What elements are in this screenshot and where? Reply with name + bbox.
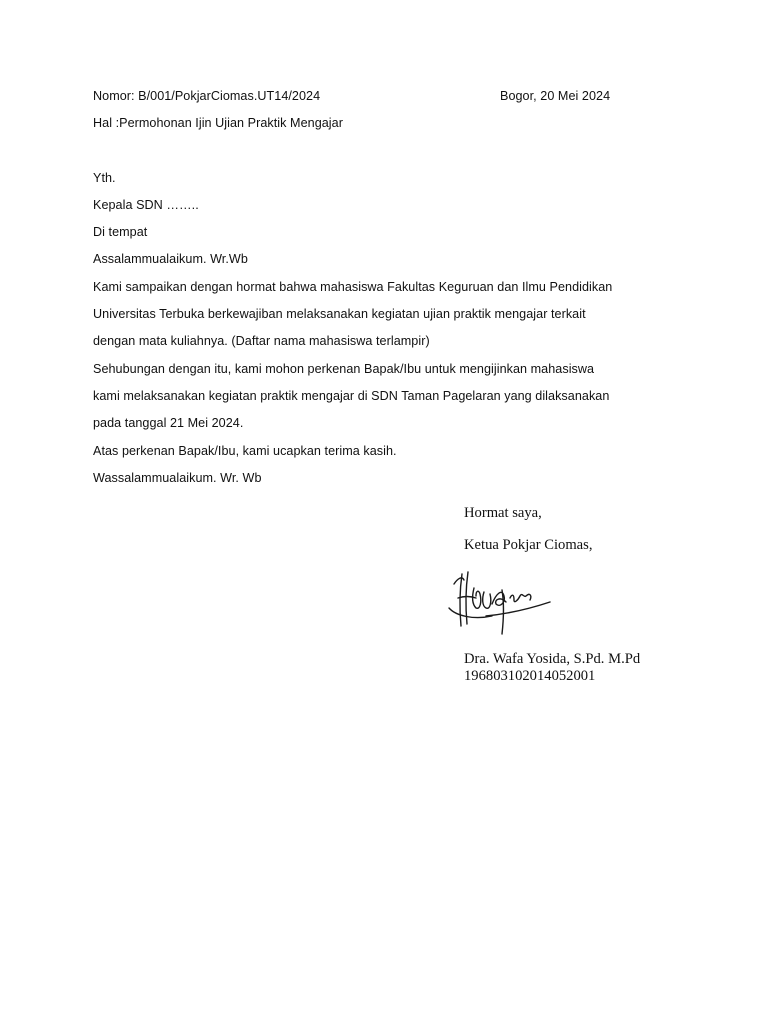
sign-position: Ketua Pokjar Ciomas, — [464, 537, 593, 553]
body-line: Atas perkenan Bapak/Ibu, kami ucapkan terima kasih. — [93, 444, 397, 458]
body-line: Universitas Terbuka berkewajiban melaksanakan kegiatan ujian praktik mengajar terkait — [93, 307, 586, 321]
sign-regards: Hormat saya, — [464, 505, 542, 521]
greeting: Assalammualaikum. Wr.Wb — [93, 252, 248, 266]
body-line: pada tanggal 21 Mei 2024. — [93, 416, 244, 430]
place-date: Bogor, 20 Mei 2024 — [500, 89, 611, 103]
body-line: Kami sampaikan dengan hormat bahwa mahasiswa Fakultas Keguruan dan Ilmu Pendidikan — [93, 280, 613, 294]
letter-subject: Hal :Permohonan Ijin Ujian Praktik Mengajar — [93, 116, 343, 130]
closing: Wassalammualaikum. Wr. Wb — [93, 471, 262, 485]
signer-name: Dra. Wafa Yosida, S.Pd. M.Pd — [464, 651, 641, 667]
recipient-yth: Yth. — [93, 171, 116, 185]
body-line: Sehubungan dengan itu, kami mohon perkenan Bapak/Ibu untuk mengijinkan mahasiswa — [93, 362, 595, 376]
body-line: dengan mata kuliahnya. (Daftar nama mahasiswa terlampir) — [93, 334, 430, 348]
signer-nip: 196803102014052001 — [464, 668, 596, 684]
body-line: kami melaksanakan kegiatan praktik mengajar di SDN Taman Pagelaran yang dilaksanakan — [93, 389, 610, 403]
letter-number: Nomor: B/001/PokjarCiomas.UT14/2024 — [93, 89, 321, 103]
handwritten-signature — [446, 568, 556, 640]
recipient-kepala: Kepala SDN …….. — [93, 198, 199, 212]
recipient-tempat: Di tempat — [93, 225, 148, 239]
